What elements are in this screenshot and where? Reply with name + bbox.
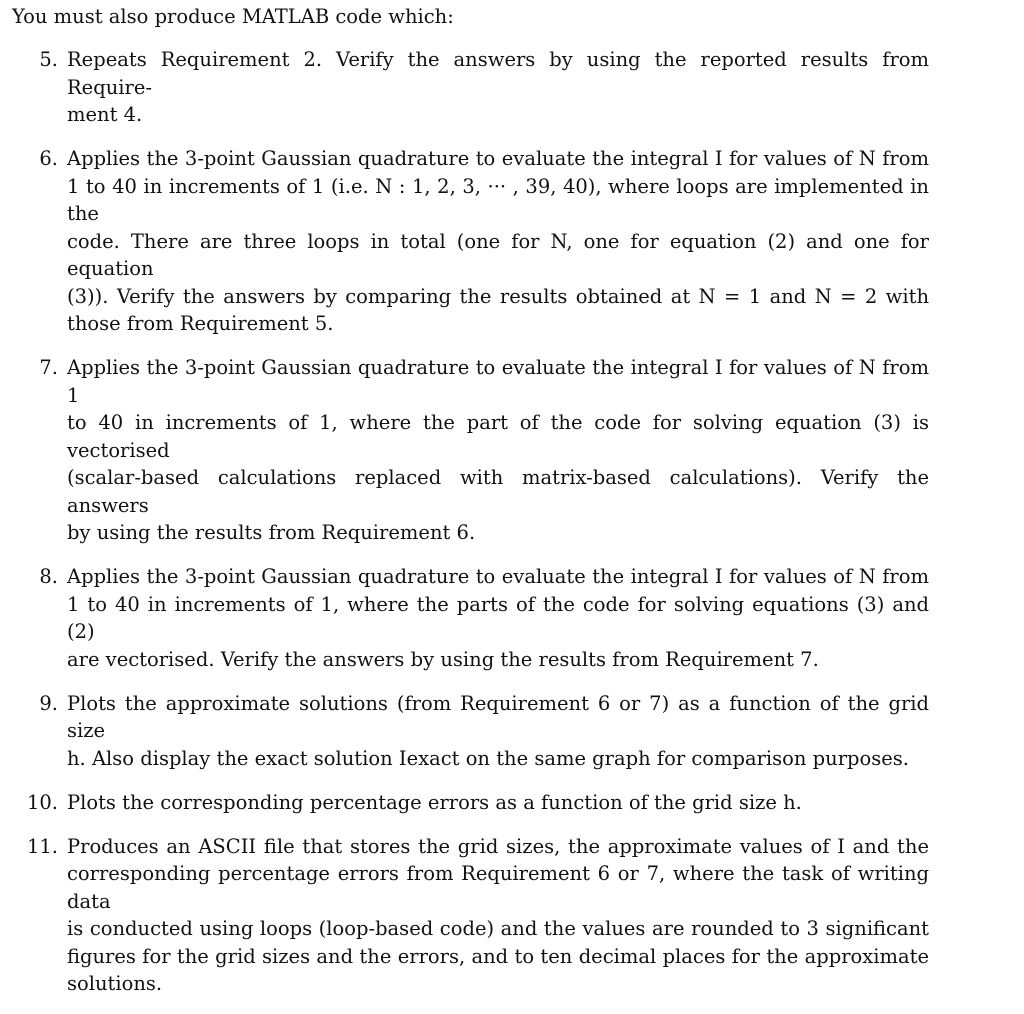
requirement-text bbox=[67, 690, 929, 773]
text-line: code. There are three loops in total (one for N, one for equation (2) and one for equation bbox=[67, 229, 929, 280]
requirement-text bbox=[67, 354, 929, 547]
text-line: (3)). Verify the answers by comparing the results obtained at N = 1 and N = 2 with bbox=[67, 284, 929, 308]
requirement-5 bbox=[0, 46, 1024, 129]
requirement-text bbox=[67, 145, 929, 338]
requirement-text bbox=[67, 563, 929, 673]
requirement-number: 9. bbox=[39, 691, 58, 715]
text-line: Applies the 3-point Gaussian quadrature to evaluate the integral I for values of N from bbox=[67, 147, 929, 170]
text-line: those from Requirement 5. bbox=[67, 312, 334, 335]
text-line: h. Also display the exact solution Iexact on the same graph for comparison purposes. bbox=[67, 746, 909, 770]
requirement-text bbox=[67, 789, 929, 817]
requirement-7 bbox=[0, 354, 1024, 547]
text-line: by using the results from Requirement 6. bbox=[67, 521, 476, 544]
text-line: are vectorised. Verify the answers by using the results from Requirement 7. bbox=[67, 647, 819, 671]
text-line: Repeats Requirement 2. Verify the answers by using the reported results from Require- bbox=[67, 48, 929, 99]
text-line: Produces an ASCII file that stores the grid sizes, the approximate values of I and the bbox=[67, 834, 929, 858]
requirement-text bbox=[67, 833, 929, 998]
text-line: corresponding percentage errors from Requirement 6 or 7, where the task of writing data bbox=[67, 862, 929, 913]
requirement-10 bbox=[0, 789, 1024, 817]
text-line: 1 to 40 in increments of 1, where the parts of the code for solving equations (3) and (2) bbox=[67, 592, 929, 643]
text-line: solutions. bbox=[67, 972, 163, 995]
requirement-9 bbox=[0, 690, 1024, 773]
text-line: 1 to 40 in increments of 1 (i.e. N : 1, 2, 3, ··· , 39, 40), where loops are implemented in the bbox=[67, 174, 929, 225]
text-line: Applies the 3-point Gaussian quadrature to evaluate the integral I for values of N from 1 bbox=[67, 356, 929, 407]
requirement-6 bbox=[0, 145, 1024, 338]
requirement-number: 5. bbox=[39, 48, 58, 71]
text-line: Applies the 3-point Gaussian quadrature to evaluate the integral I for values of N from bbox=[67, 565, 929, 588]
requirement-number: 8. bbox=[39, 565, 58, 588]
requirement-number: 7. bbox=[39, 356, 58, 379]
intro-text: You must also produce MATLAB code which: bbox=[12, 5, 454, 28]
requirement-number: 10. bbox=[26, 790, 58, 814]
text-line: (scalar-based calculations replaced with matrix-based calculations). Verify the answers bbox=[67, 466, 929, 517]
requirement-text bbox=[67, 46, 929, 129]
text-line: ment 4. bbox=[67, 103, 143, 126]
text-line: Plots the approximate solutions (from Requirement 6 or 7) as a function of the grid size bbox=[67, 691, 929, 742]
requirements-list bbox=[0, 46, 1024, 1014]
text-line: to 40 in increments of 1, where the part of the code for solving equation (3) is vectorised bbox=[67, 411, 929, 462]
requirement-11 bbox=[0, 833, 1024, 998]
requirement-number: 6. bbox=[39, 147, 58, 170]
text-line: Plots the corresponding percentage errors as a function of the grid size h. bbox=[67, 790, 802, 814]
requirement-number: 11. bbox=[26, 834, 58, 858]
text-line: figures for the grid sizes and the errors, and to ten decimal places for the approximate bbox=[67, 944, 929, 968]
requirement-8 bbox=[0, 563, 1024, 673]
text-line: is conducted using loops (loop-based code) and the values are rounded to 3 significant bbox=[67, 917, 929, 940]
